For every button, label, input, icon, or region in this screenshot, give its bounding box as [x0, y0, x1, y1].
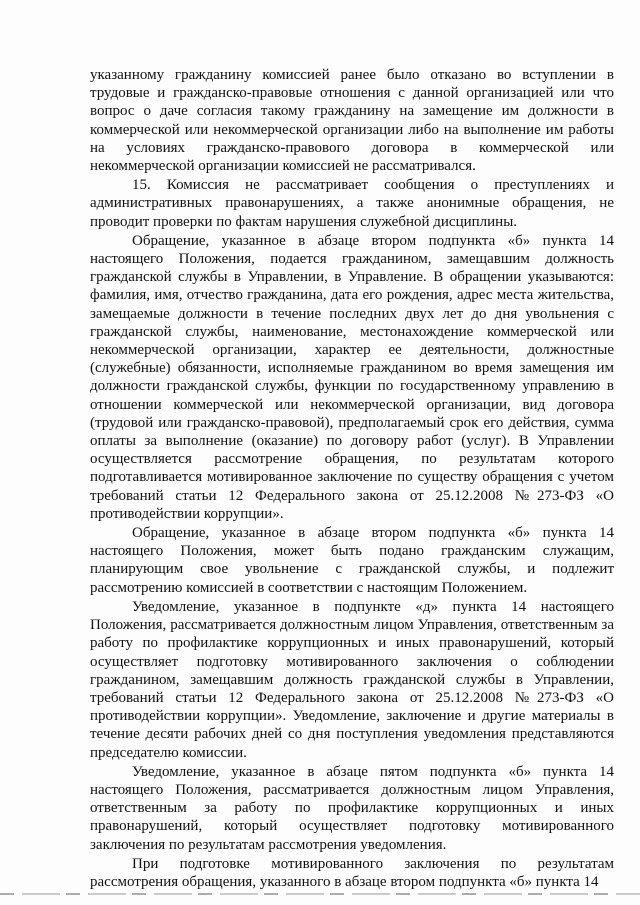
- paragraph-appeal-by-servant: Обращение, указанное в абзаце втором подпункта «б» пункта 14 настоящего Положения, может быть подано гражданским служащим, планирующим свое увольнение с гражданской службы, и подлежит рассмотрению комиссией в соответствии с настоящим Положением.: [90, 525, 614, 596]
- scan-edge-artifact: [0, 893, 640, 895]
- paragraph-continuation: указанному гражданину комиссией ранее было отказано во вступлении в трудовые и гражданско-правовые отношения с данной организацией или что вопрос о даче согласия такому гражданину на замещение им должности в коммерческой или некоммерческой организации либо на выполнение им работы на условиях гражданско-правового договора в коммерческой или некоммерческой организации комиссией не рассматривался.: [90, 67, 614, 175]
- paragraph-conclusion-preparation: При подготовке мотивированного заключения по результатам рассмотрения обращения, указанного в абзаце втором подпункта «б» пункта 14: [90, 855, 614, 890]
- document-body: [90, 66, 614, 892]
- paragraph-notification-b5: Уведомление, указанное в абзаце пятом подпункта «б» пункта 14 настоящего Положения, рассматривается должностным лицом Управления, ответственным за работу по профилактике коррупционных и иных правонарушений, который осуществляет подготовку мотивированного заключения по результатам рассмотрения уведомления.: [90, 763, 614, 853]
- paragraph-appeal-submission: Обращение, указанное в абзаце втором подпункта «б» пункта 14 настоящего Положения, подается гражданином, замещавшим должность гражданской службы в Управлении, в Управление. В обращении указываются: фамилия, имя, отчество гражданина, дата его рождения, адрес места жительства, замещаемые должности в течение последних двух лет до дня увольнения с гражданской службы, наименование, местонахождение коммерческой или некоммерческой организации, характер ее деятельности, должностные (служебные) обязанности, исполняемые гражданином во время замещения им должности гражданской службы, функции по государственному управлению в отношении коммерческой или некоммерческой организации, вид договора (трудовой или гражданско-правовой), предполагаемый срок его действия, сумма оплаты за выполнение (оказание) по договору работ (услуг). В Управлении осуществляется рассмотрение обращения, по результатам которого подготавливается мотивированное заключение по существу обращения с учетом требований статьи 12 Федерального закона от 25.12.2008 №273-ФЗ «О противодействии коррупции».: [90, 232, 614, 522]
- paragraph-notification-d: Уведомление, указанное в подпункте «д» пункта 14 настоящего Положения, рассматривается должностным лицом Управления, ответственным за работу по профилактике коррупционных и иных правонарушений, который осуществляет подготовку мотивированного заключения о соблюдении гражданином, замещавшим должность гражданской службы в Управлении, требований статьи 12 Федерального закона от 25.12.2008 №273-ФЗ «О противодействии коррупции». Уведомление, заключение и другие материалы в течение десяти рабочих дней со дня поступления уведомления представляются председателю комиссии.: [90, 598, 614, 761]
- paragraph-item-15: 15. Комиссия не рассматривает сообщения о преступлениях и административных правонарушениях, а также анонимные обращения, не проводит проверки по фактам нарушения служебной дисциплины.: [90, 177, 614, 230]
